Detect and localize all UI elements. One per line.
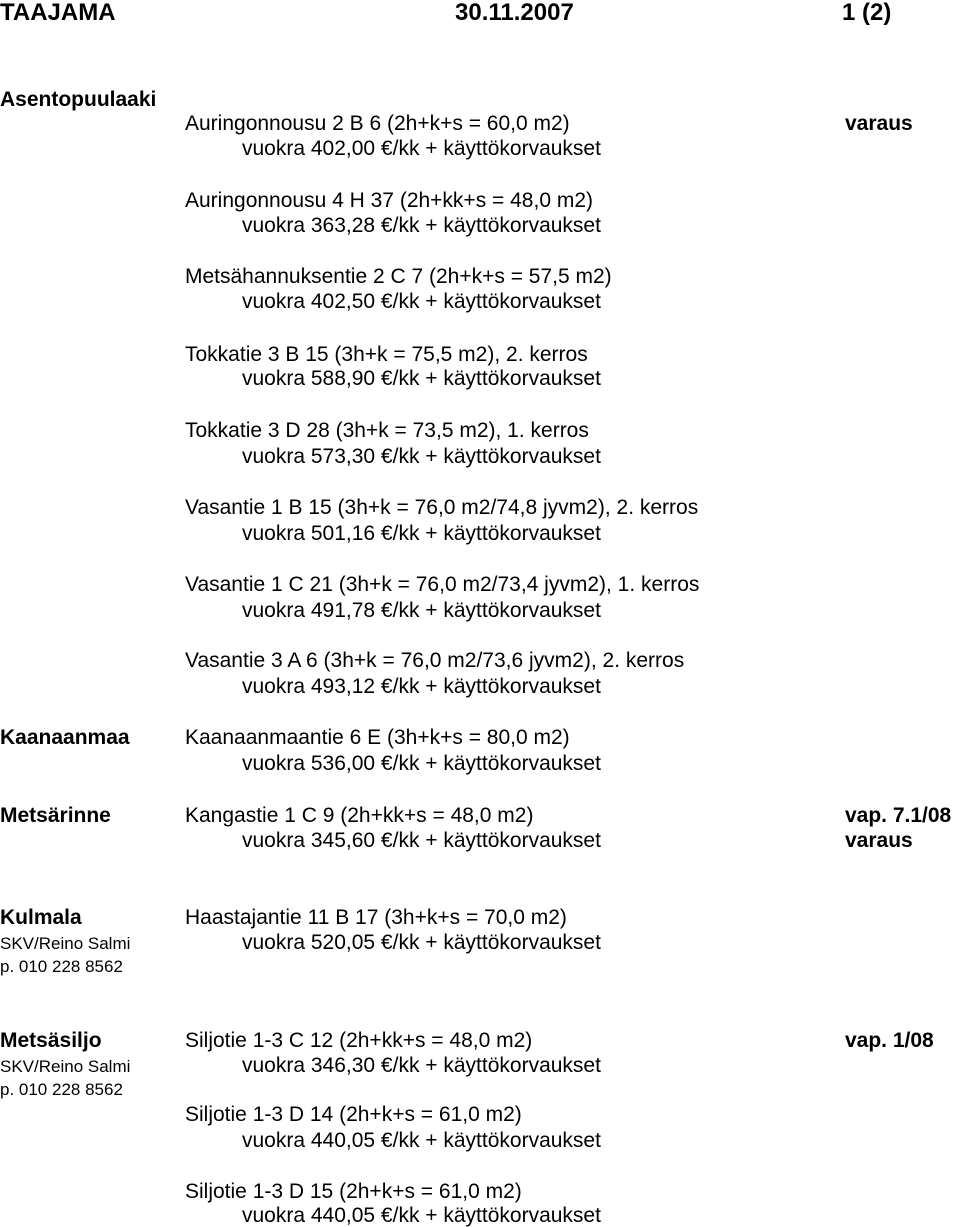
document-date: 30.11.2007	[455, 0, 574, 26]
listing-rent: vuokra 501,16 €/kk + käyttökorvaukset	[242, 522, 601, 545]
area-heading-metsasiljo: Metsäsiljo	[0, 1029, 102, 1052]
listing-address: Siljotie 1-3 D 14 (2h+k+s = 61,0 m2)	[185, 1103, 522, 1126]
listing-address: Vasantie 1 C 21 (3h+k = 76,0 m2/73,4 jyvm2), 1. kerros	[185, 573, 700, 596]
contact-phone: p. 010 228 8562	[0, 1080, 123, 1099]
listing-availability: vap. 1/08	[845, 1029, 934, 1052]
listing-status: varaus	[845, 112, 913, 135]
listing-address: Auringonnousu 4 H 37 (2h+kk+s = 48,0 m2)	[185, 189, 594, 212]
listing-rent: vuokra 588,90 €/kk + käyttökorvaukset	[242, 367, 601, 390]
listing-availability: vap. 7.1/08	[845, 804, 952, 827]
area-heading-kaanaanmaa: Kaanaanmaa	[0, 726, 130, 749]
area-heading-asentopuulaaki: Asentopuulaaki	[0, 88, 157, 111]
listing-rent: vuokra 440,05 €/kk + käyttökorvaukset	[242, 1129, 601, 1152]
listing-address: Kaanaanmaantie 6 E (3h+k+s = 80,0 m2)	[185, 726, 570, 749]
listing-address: Siljotie 1-3 C 12 (2h+kk+s = 48,0 m2)	[185, 1029, 533, 1052]
area-heading-metsarinne: Metsärinne	[0, 804, 111, 827]
listing-rent: vuokra 363,28 €/kk + käyttökorvaukset	[242, 214, 601, 237]
contact-name: SKV/Reino Salmi	[0, 1057, 131, 1076]
listing-rent: vuokra 520,05 €/kk + käyttökorvaukset	[242, 931, 601, 954]
listing-rent: vuokra 345,60 €/kk + käyttökorvaukset	[242, 829, 601, 852]
area-heading-kulmala: Kulmala	[0, 906, 82, 929]
contact-name: SKV/Reino Salmi	[0, 934, 131, 953]
listing-address: Vasantie 1 B 15 (3h+k = 76,0 m2/74,8 jyvm2), 2. kerros	[185, 496, 699, 519]
contact-phone: p. 010 228 8562	[0, 957, 123, 976]
listing-rent: vuokra 402,50 €/kk + käyttökorvaukset	[242, 290, 601, 313]
listing-address: Haastajantie 11 B 17 (3h+k+s = 70,0 m2)	[185, 906, 567, 929]
listing-address: Vasantie 3 A 6 (3h+k = 76,0 m2/73,6 jyvm2), 2. kerros	[185, 649, 685, 672]
listing-rent: vuokra 402,00 €/kk + käyttökorvaukset	[242, 137, 601, 160]
listing-rent: vuokra 440,05 €/kk + käyttökorvaukset	[242, 1204, 601, 1227]
listing-address: Auringonnousu 2 B 6 (2h+k+s = 60,0 m2)	[185, 112, 570, 135]
listing-address: Kangastie 1 C 9 (2h+kk+s = 48,0 m2)	[185, 804, 534, 827]
listing-rent: vuokra 346,30 €/kk + käyttökorvaukset	[242, 1054, 601, 1077]
listing-status: varaus	[845, 829, 913, 852]
listing-address: Tokkatie 3 B 15 (3h+k = 75,5 m2), 2. kerros	[185, 343, 588, 366]
listing-address: Tokkatie 3 D 28 (3h+k = 73,5 m2), 1. kerros	[185, 419, 589, 442]
document-title: TAAJAMA	[0, 0, 116, 26]
page-number: 1 (2)	[842, 0, 892, 26]
listing-rent: vuokra 491,78 €/kk + käyttökorvaukset	[242, 599, 601, 622]
listing-address: Metsähannuksentie 2 C 7 (2h+k+s = 57,5 m2)	[185, 265, 612, 288]
listing-address: Siljotie 1-3 D 15 (2h+k+s = 61,0 m2)	[185, 1180, 522, 1203]
listing-rent: vuokra 573,30 €/kk + käyttökorvaukset	[242, 445, 601, 468]
listing-rent: vuokra 493,12 €/kk + käyttökorvaukset	[242, 675, 601, 698]
listing-rent: vuokra 536,00 €/kk + käyttökorvaukset	[242, 752, 601, 775]
